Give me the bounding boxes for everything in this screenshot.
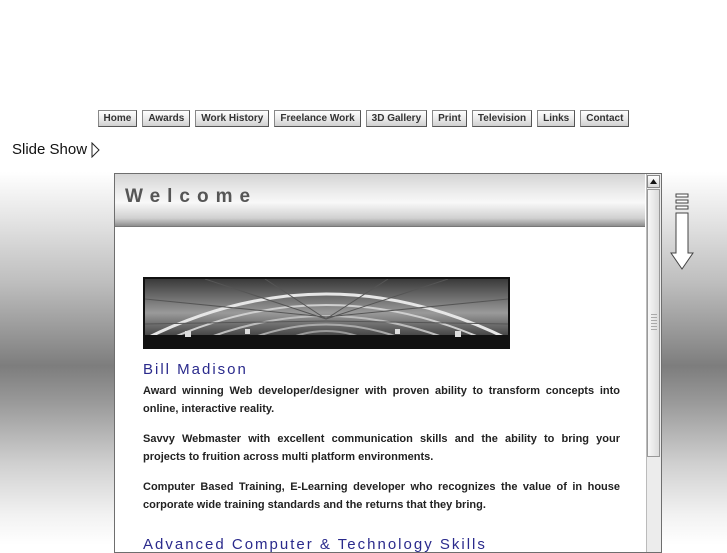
- panel-content: [143, 277, 620, 553]
- skills-heading: Advanced Computer & Technology Skills: [143, 536, 487, 553]
- arrow-up-icon: [650, 179, 657, 184]
- nav-contact-button[interactable]: Contact: [580, 110, 629, 127]
- intro-paragraph-3: Computer Based Training, E-Learning developer who recognizes the value of in house corporate wide training standards and the returns that they bring.: [143, 481, 620, 511]
- nav-print-button[interactable]: Print: [432, 110, 467, 127]
- nav-3d-gallery-button[interactable]: 3D Gallery: [366, 110, 427, 127]
- scroll-down-hint[interactable]: [670, 193, 694, 276]
- panel-scrollbar[interactable]: [646, 174, 661, 553]
- nav-awards-button[interactable]: Awards: [142, 110, 190, 127]
- station-arches-illustration: [145, 279, 508, 347]
- scroll-up-button[interactable]: [647, 175, 660, 188]
- arrow-down-outline-icon: [670, 193, 694, 271]
- slideshow-link[interactable]: [12, 141, 100, 158]
- scroll-grip-icon: [651, 314, 657, 332]
- nav-television-button[interactable]: Television: [472, 110, 532, 127]
- nav-freelance-work-button[interactable]: Freelance Work: [274, 110, 360, 127]
- person-name-heading: Bill Madison: [143, 361, 248, 378]
- panel-header: [115, 174, 645, 227]
- slideshow-label: Slide Show: [12, 141, 88, 158]
- play-outline-icon: [91, 142, 100, 158]
- station-banner-image: [143, 277, 510, 349]
- main-nav: [0, 110, 727, 127]
- nav-work-history-button[interactable]: Work History: [195, 110, 269, 127]
- panel-title: Welcome: [125, 186, 258, 207]
- intro-paragraph-1: Award winning Web developer/designer with proven ability to transform concepts into online, interactive reality.: [143, 385, 620, 415]
- nav-home-button[interactable]: Home: [98, 110, 138, 127]
- nav-links-button[interactable]: Links: [537, 110, 575, 127]
- scroll-thumb[interactable]: [647, 189, 660, 457]
- intro-paragraph-2: Savvy Webmaster with excellent communication skills and the ability to bring your projects to fruition across multi platform environments.: [143, 433, 620, 463]
- welcome-panel: [114, 173, 662, 553]
